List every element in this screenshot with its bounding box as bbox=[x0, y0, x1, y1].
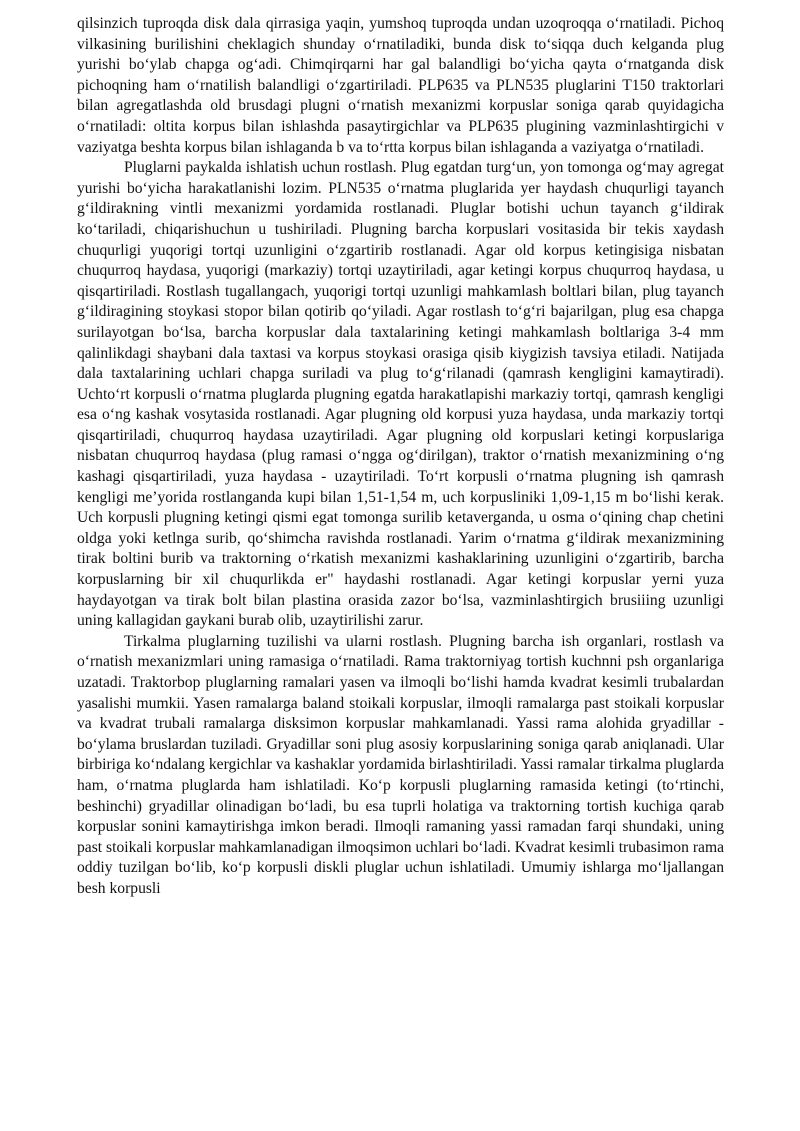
paragraph-trailed-plough-structure: Tirkalma pluglarning tuzilishi va ularni rostlash. Plugning barcha ish organlari, rostlash va oʻrnatish mexanizmlari uning ramasiga oʻrnatiladi. Rama traktorniyag tortish kuchnni psh organlariga uzatadi. Traktorbop pluglarning ramalari yasen va ilmoqli boʻlishi hamda kvadrat kesimli trubalardan yasalishi mumkii. Yasen ramalarga baland stoikali korpuslar, ilmoqli ramalarga past stoikali korpuslar va kvadrat trubali ramalarga disksimon korpuslar mahkamlanadi. Yassi rama alohida gryadillar - boʻylama bruslardan tuziladi. Gryadillar soni plug asosiy korpuslarining soniga qarab aniqlanadi. Ular birbiriga koʻndalang kergichlar va kashaklar yordamida birlashtiriladi. Yassi ramalar tirkalma pluglarda ham, oʻrnatma pluglarda ham ishlatiladi. Koʻp korpusli pluglarning ramasida ketingi (toʻrtinchi, beshinchi) gryadillar olinadigan boʻladi, bu esa tuprli holatiga va traktorning tortish kuchiga qarab korpuslar sonini kamaytirishga imkon beradi. Ilmoqli ramaning yassi ramadan farqi shundaki, uning past stoikali korpuslar mahkamlanadigan ilmoqsimon uchlari boʻladi. Kvadrat kesimli trubasimon rama oddiy tuzilgan boʻlib, koʻp korpusli diskli pluglar uchun ishlatiladi. Umumiy ishlarga moʻljallangan besh korpusli bbox=[77, 632, 724, 897]
paragraph-disk-knife-setup: qilsinzich tuproqda disk dala qirrasiga yaqin, yumshoq tuproqda undan uzoqroqqa oʻrnatiladi. Pichoq vilkasining burilishini cheklagich shunday oʻrnatiladiki, bunda disk toʻsiqqa duch kelganda plug yurishi boʻylab chapga ogʻadi. Chimqirqarni har gal balandligi boʻyicha qayta oʻrnatganda disk pichoqning ham oʻrnatilish balandligi oʻzgartiriladi. PLP635 va PLN535 pluglarini T150 traktorlari bilan agregatlashda old brusdagi plugni oʻrnatish mexanizmi korpuslar soniga qarab quyidagicha oʻrnatiladi: oltita korpus bilan ishlashda pasaytirgichlar va PLP635 plugining vazminlashtirgichi v vaziyatga beshta korpus bilan ishlaganda b va toʻrtta korpus bilan ishlaganda a vaziyatga oʻrnatiladi. bbox=[77, 15, 724, 156]
document-page bbox=[77, 14, 724, 900]
paragraph-field-adjustment: Pluglarni paykalda ishlatish uchun rostlash. Plug egatdan turgʻun, yon tomonga ogʻmay agregat yurishi boʻyicha harakatlanishi lozim. PLN535 oʻrnatma pluglarida yer haydash chuqurligi tayanch gʻildirakning vintli mexanizmi yordamida rostlanadi. Pluglar botishi uchun tayanch gʻildirak koʻtariladi, chiqarishuchun u tushiriladi. Plugning barcha korpuslari vositasida bir tekis xaydash chuqurligi yuqorigi tortqi uzunligini oʻzgartirib rostlanadi. Agar old korpus ketingisiga nisbatan chuqurroq haydasa, yuqorigi (markaziy) tortqi uzaytiriladi, agar ketingi korpus chuqurroq haydasa, u qisqartiriladi. Rostlash tugallangach, yuqorigi tortqi uzunligi mahkamlash boltlari bilan, plug tayanch gʻildiragining stoykasi stopor bilan qotirib qoʻyiladi. Agar rostlash toʻgʻri bajarilgan, plug esa chapga surilayotgan boʻlsa, barcha korpuslar dala taxtalarining ketingi mahkamlash boltlariga 3-4 mm qalinlikdagi shaybani dala taxtasi va korpus stoykasi orasiga qisib kiygizish tavsiya etiladi. Natijada dala taxtalarining uchlari chapga suriladi va plug toʻgʻrilanadi (qamrash kengligini kamaytiradi). Uchtoʻrt korpusli oʻrnatma pluglarda plugning egatda harakatlapishi markaziy tortqi, qamrash kengligi esa oʻng kashak vosytasida rostlanadi. Agar plugning old korpusi yuza haydasa, unda markaziy tortqi qisqartiriladi, chuqurroq haydasa uzaytiriladi. Agar plugning old korpuslari ketingi korpuslariga nisbatan chuqurroq haydasa (plug ramasi oʻngga ogʻdirilgan), traktor oʻrnatish mexanizmining oʻng kashagi qisqartiriladi, yuza haydasa - uzaytiriladi. Toʻrt korpusli oʻrnatma plugning ish qamrash kengligi me’yorida rostlanganda kupi bilan 1,51-1,54 m, uch korpusliniki 1,09-1,15 m boʻlishi kerak. Uch korpusli plugning ketingi qismi egat tomonga surilib ketaverganda, u osma oʻqining chap chetini oldga yoki ketlnga surib, qoʻshimcha ravishda rostlanadi. Yarim oʻrnatma gʻildirak mexanizmining tirak boltini burib va traktorning oʻrkatish mexanizmi kashaklarining uzunligini oʻzgartirib, barcha korpuslarning bir xil chuqurlikda er" haydashi rostlanadi. Agar ketingi korpuslar yerni yuza haydayotgan va tirak bolt bilan plastina orasida zazor boʻlsa, vazminlashtirgich brusiiing uzunligi uning kallagidan gaykani burab olib, uzaytirilishi zarur. bbox=[77, 159, 724, 630]
